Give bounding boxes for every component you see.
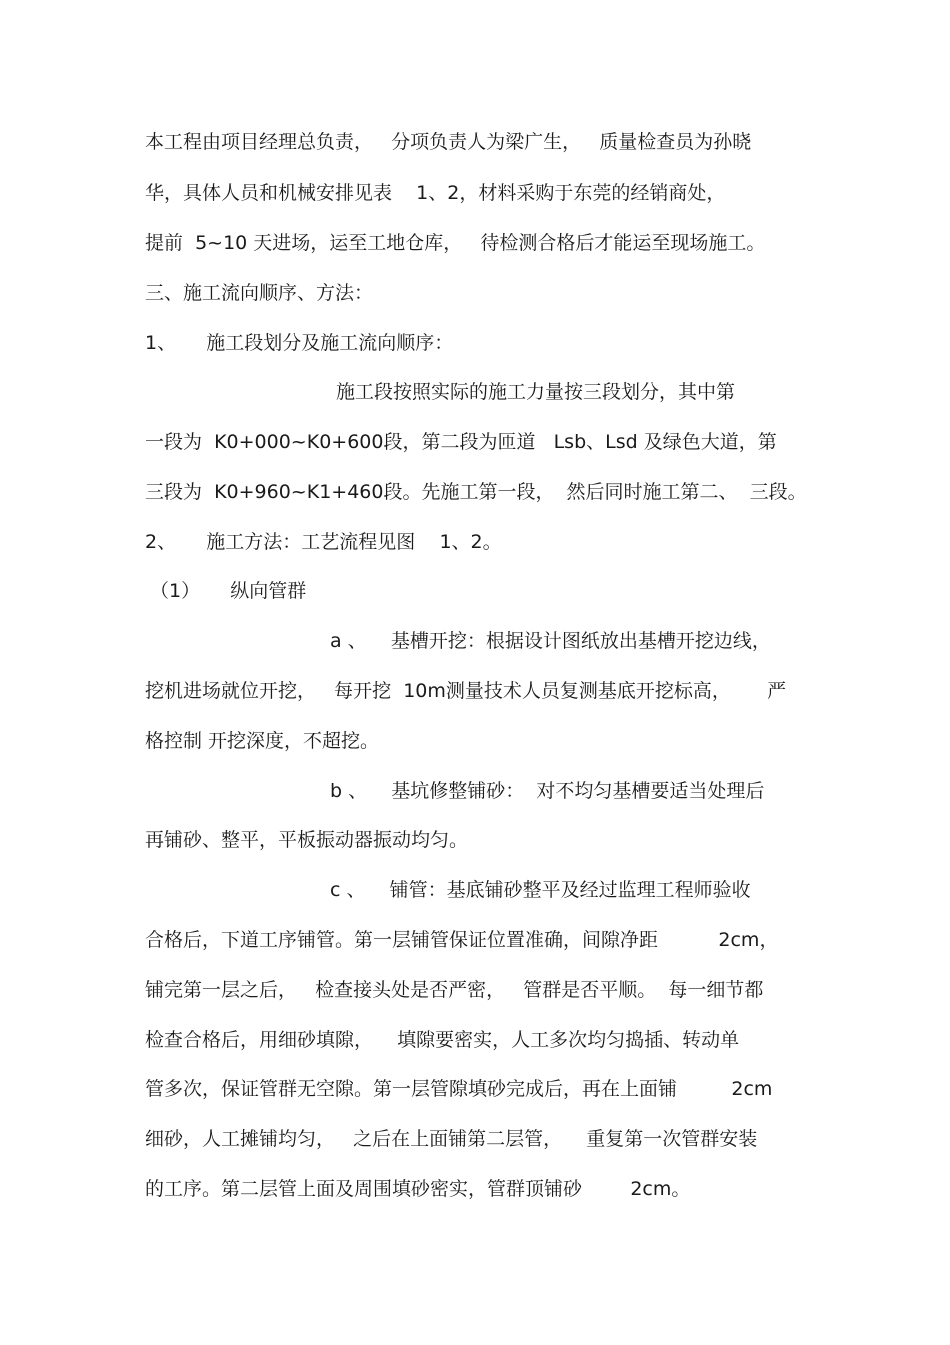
subsection-heading: 1、 施工段划分及施工流向顺序： <box>145 332 454 354</box>
paragraph-line: 的工序。第二层管上面及周围填砂密实，管群顶铺砂 2cm。 <box>145 1178 691 1200</box>
paragraph-line: 管多次，保证管群无空隙。第一层管隙填砂完成后，再在上面铺 2cm <box>145 1078 773 1100</box>
paragraph-line: 挖机进场就位开挖， 每开挖 10m测量技术人员复测基底开挖标高， 严 <box>145 680 787 702</box>
section-heading: 三、施工流向顺序、方法： <box>145 282 374 304</box>
step-line: c 、 铺管：基底铺砂整平及经过监理工程师验收 <box>330 879 751 901</box>
paragraph-line: 细砂，人工摊铺均匀， 之后在上面铺第二层管， 重复第一次管群安装 <box>145 1128 758 1150</box>
paragraph-line: 再铺砂、整平，平板振动器振动均匀。 <box>145 829 469 851</box>
paragraph-line: 本工程由项目经理总负责， 分项负责人为梁广生， 质量检查员为孙晓 <box>145 131 752 153</box>
paragraph-line: 施工段按照实际的施工力量按三段划分，其中第 <box>336 381 736 403</box>
paragraph-line: 格控制 开挖深度，不超挖。 <box>145 730 380 752</box>
paragraph-line: 铺完第一层之后， 检查接头处是否严密， 管群是否平顺。 每一细节都 <box>145 979 764 1001</box>
paragraph-line: 一段为 K0+000~K0+600段，第二段为匝道 Lsb、Lsd 及绿色大道，第 <box>145 431 777 453</box>
paragraph-line: 合格后，下道工序铺管。第一层铺管保证位置准确，间隙净距 2cm， <box>145 929 779 951</box>
paragraph-line: 三段为 K0+960~K1+460段。先施工第一段， 然后同时施工第二、 三段。 <box>145 481 807 503</box>
paragraph-line: 检查合格后，用细砂填隙， 填隙要密实，人工多次均匀捣插、转动单 <box>145 1029 740 1051</box>
subsection-heading: 2、 施工方法：工艺流程见图 1、2。 <box>145 531 502 553</box>
step-line: a 、 基槽开挖：根据设计图纸放出基槽开挖边线， <box>330 630 771 652</box>
item-heading: （1） 纵向管群 <box>150 580 307 602</box>
step-line: b 、 基坑修整铺砂： 对不均匀基槽要适当处理后 <box>330 780 765 802</box>
paragraph-line: 提前 5~10 天进场，运至工地仓库， 待检测合格后才能运至现场施工。 <box>145 232 766 254</box>
paragraph-line: 华，具体人员和机械安排见表 1、2，材料采购于东莞的经销商处， <box>145 182 726 204</box>
